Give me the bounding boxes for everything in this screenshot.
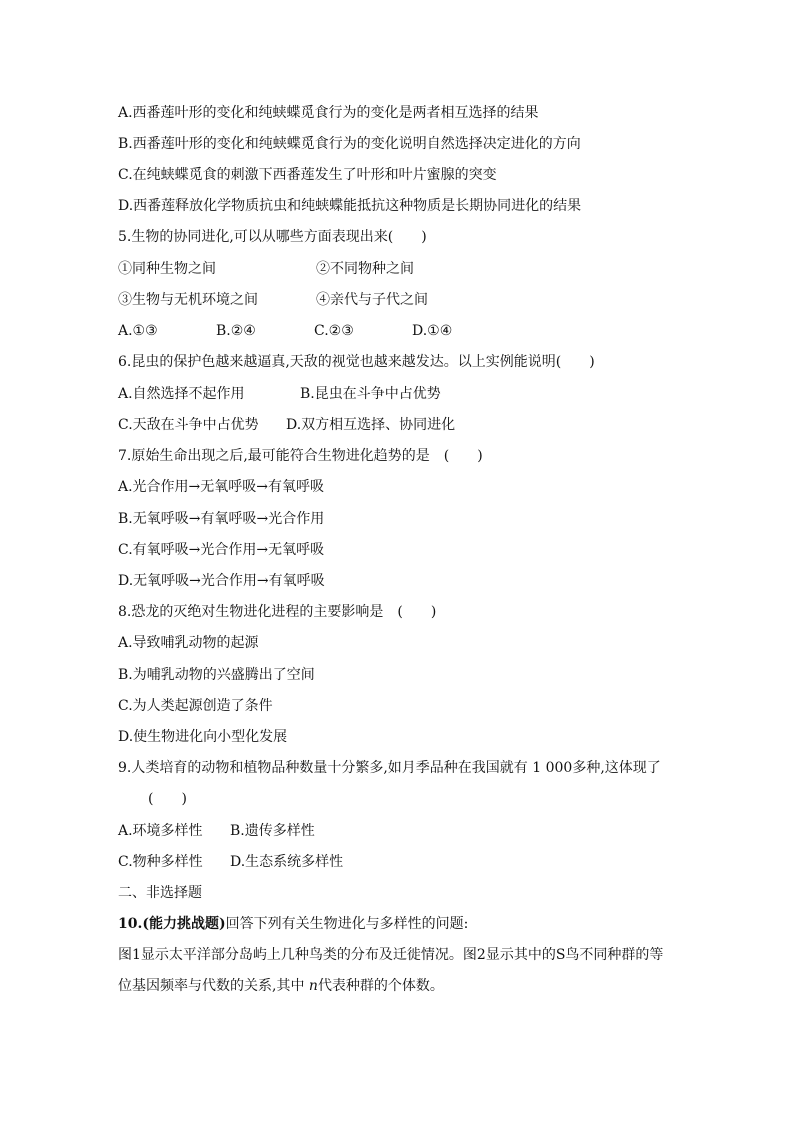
section-heading: 二、非选择题: [118, 885, 202, 901]
q8-option-c: C.为人类起源创造了条件: [118, 698, 273, 714]
q6-option-d: D.双方相互选择、协同进化: [286, 417, 456, 433]
q10-paragraph-line-1: 图1显示太平洋部分岛屿上几种鸟类的分布及迁徙情况。图2显示其中的S鸟不同种群的等: [118, 947, 664, 963]
q6-option-c: C.天敌在斗争中占优势: [118, 417, 259, 433]
option-d-line: D.西番莲释放化学物质抗虫和纯蛱蝶能抵抗这种物质是长期协同进化的结果: [118, 198, 582, 214]
question-8: 8.恐龙的灭绝对生物进化进程的主要影响是 ( ): [118, 604, 437, 620]
question-7: 7.原始生命出现之后,最可能符合生物进化趋势的是 ( ): [118, 448, 483, 464]
q10-prompt: 回答下列有关生物进化与多样性的问题:: [225, 916, 469, 932]
q8-option-b: B.为哺乳动物的兴盛腾出了空间: [118, 667, 315, 683]
q10-p2-start: 位基因频率与代数的关系,其中: [118, 978, 309, 994]
question-5: 5.生物的协同进化,可以从哪些方面表现出来( ): [118, 229, 427, 245]
q7-option-b: B.无氧呼吸→有氧呼吸→光合作用: [118, 511, 325, 527]
q5-option-b: B.②④: [216, 323, 256, 339]
q8-option-a: A.导致哺乳动物的起源: [118, 635, 259, 651]
q5-option-c: C.②③: [314, 323, 354, 339]
q10-number: 10.: [118, 916, 143, 932]
q10-variable-n: n: [308, 978, 318, 994]
q9-option-b: B.遗传多样性: [230, 823, 315, 839]
option-a-line: A.西番莲叶形的变化和纯蛱蝶觅食行为的变化是两者相互选择的结果: [118, 105, 539, 121]
q10-paragraph-line-2: [118, 977, 444, 995]
q9-answer-paren: ( ): [148, 791, 187, 807]
q6-option-a: A.自然选择不起作用: [118, 386, 245, 402]
q9-option-d: D.生态系统多样性: [230, 854, 344, 870]
q10-p2-end: 代表种群的个体数。: [317, 978, 444, 994]
option-c-line: C.在纯蛱蝶觅食的刺激下西番莲发生了叶形和叶片蜜腺的突变: [118, 167, 497, 183]
q5-option-d: D.①④: [412, 323, 453, 339]
q7-option-d: D.无氧呼吸→光合作用→有氧呼吸: [118, 573, 325, 589]
q9-option-a: A.环境多样性: [118, 823, 203, 839]
q6-option-b: B.昆虫在斗争中占优势: [300, 386, 441, 402]
q5-option-a: A.①③: [118, 323, 158, 339]
q8-option-d: D.使生物进化向小型化发展: [118, 729, 288, 745]
option-b-line: B.西番莲叶形的变化和纯蛱蝶觅食行为的变化说明自然选择决定进化的方向: [118, 136, 581, 152]
q10-tag: (能力挑战题): [142, 916, 226, 932]
q5-item-2: ②不同物种之间: [316, 261, 414, 277]
q5-item-3: ③生物与无机环境之间: [118, 292, 258, 308]
question-10: [118, 915, 468, 933]
q7-option-c: C.有氧呼吸→光合作用→无氧呼吸: [118, 542, 325, 558]
question-9: 9.人类培育的动物和植物品种数量十分繁多,如月季品种在我国就有 1 000多种,这体现了: [118, 760, 661, 776]
q9-option-c: C.物种多样性: [118, 854, 203, 870]
q5-item-4: ④亲代与子代之间: [316, 292, 428, 308]
question-6: 6.昆虫的保护色越来越逼真,天敌的视觉也越来越发达。以上实例能说明( ): [118, 354, 595, 370]
q7-option-a: A.光合作用→无氧呼吸→有氧呼吸: [118, 479, 325, 495]
q5-item-1: ①同种生物之间: [118, 261, 216, 277]
